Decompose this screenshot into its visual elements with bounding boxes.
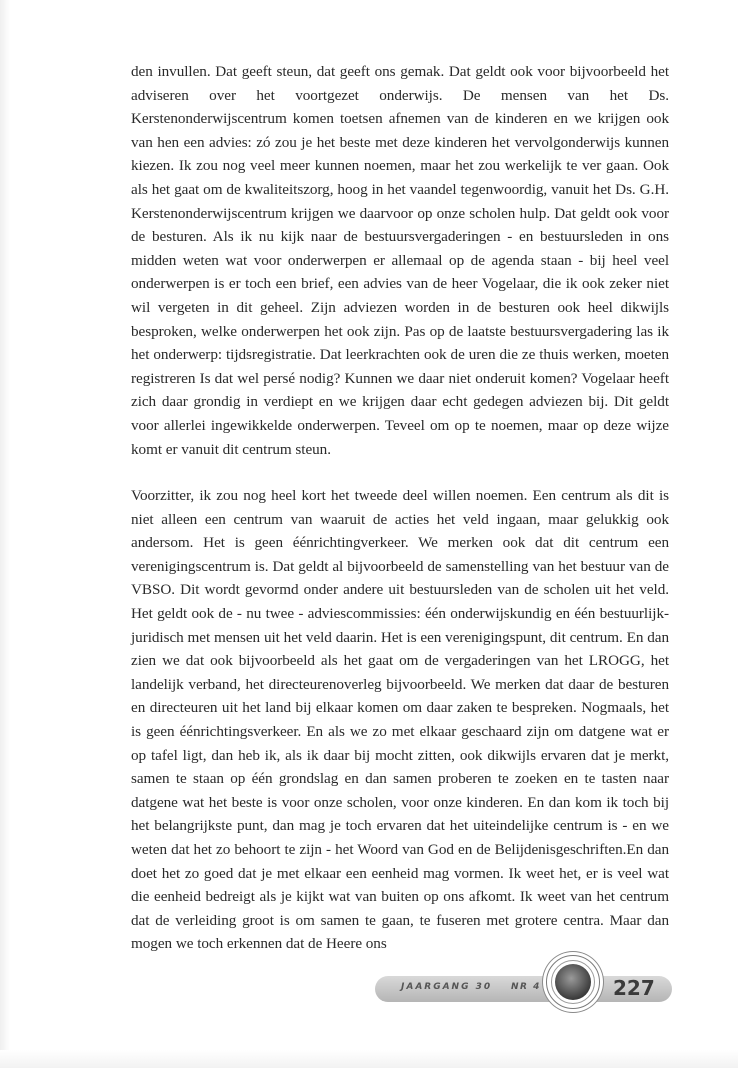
- page-number: 227: [613, 976, 655, 1000]
- paragraph: den invullen. Dat geeft steun, dat geeft ons gemak. Dat geldt ook voor bijvoorbeeld het adviseren over het voortgezet onderwijs. De mensen van het Ds. Kerstenonderwijscentrum komen toetsen afnemen van de kinderen en we krijgen ook van hen een advies: zó zou je het beste met deze kinderen het vervolgonderwijs kunnen kiezen. Ik zou nog veel meer kunnen noemen, maar het zou werkelijk te ver gaan. Ook als het gaat om de kwaliteitszorg, hoog in het vaandel tegenwoordig, vanuit het Ds. G.H. Kerstenonderwijscentrum krijgen we daarvoor op onze scholen hulp. Dat geldt ook voor de besturen. Als ik nu kijk naar de bestuursvergaderingen - en bestuursleden in ons midden weten wat voor onderwerpen er allemaal op de agenda staan - bij heel veel onderwerpen is er toch een brief, een advies van de heer Vogelaar, die ik ook zeker niet wil vergeten in dit geheel. Zijn adviezen worden in de besturen ook heel dikwijls besproken, welke onderwerpen het ook zijn. Pas op de laatste bestuursvergadering las ik het onderwerp: tijdsregistratie. Dat leerkrachten ook de uren die ze thuis werken, moeten registreren Is dat wel persé nodig? Kunnen we daar niet onderuit komen? Vogelaar heeft zich daar grondig in verdiept en we krijgen daar echt gedegen adviezen bij. Dit geldt voor allerlei ingewikkelde onderwerpen. Teveel om op te noemen, maar op deze wijze komt er vanuit dit centrum steun.: [131, 63, 669, 458]
- journal-volume: JAARGANG 30: [401, 982, 493, 992]
- issue-number: NR 4: [511, 982, 541, 992]
- emblem-seal: [555, 964, 591, 1000]
- emblem-icon: [546, 955, 600, 1009]
- page-shadow-left: [0, 0, 10, 1068]
- paragraph: Voorzitter, ik zou nog heel kort het tweede deel willen noemen. Een centrum als dit is niet alleen een centrum van waaruit de acties het veld ingaan, maar gelukkig ook andersom. Het is geen éénrichtingverkeer. We merken ook dat dit centrum een verenigingscentrum is. Dat geldt al bijvoorbeeld de samenstelling van het bestuur van de VBSO. Dit wordt gevormd onder andere uit bestuursleden van de scholen uit het veld. Het geldt ook de - nu twee - adviescommissies: één onderwijskundig en één bestuurlijk-juridisch met mensen uit het veld daarin. Het is een verenigingspunt, dit centrum. En dan zien we dat ook bijvoorbeeld als het gaat om de vergaderingen van het LROGG, het landelijk verband, het directeurenoverleg bijvoorbeeld. We merken dat daar de besturen en directeuren uit het land bij elkaar komen om daar zaken te bespreken. Nogmaals, het is geen éénrichtingsverkeer. En als we zo met elkaar geschaard zijn om datgene wat er op tafel ligt, dan heb ik, als ik daar bij mocht zitten, ook dikwijls ervaren dat je merkt, samen te staan op één grondslag en dan samen proberen te zoeken en te tasten naar datgene wat het beste is voor onze scholen, voor onze kinderen. En dan kom ik toch bij het belangrijkste punt, dan mag je toch ervaren dat het uiteindelijke centrum is - en we weten dat het zo behoort te zijn - het Woord van God en de Belijdenisgeschriften.En dan doet het zo goed dat je met elkaar een eenheid mag vormen. Ik weet het, er is veel wat die eenheid bedreigt als je kijkt wat van buiten op ons afkomt. Ik weet van het centrum dat de verleiding groot is om samen te gaan, te fuseren met grotere centra. Maar dan mogen we toch erkennen dat de Heere ons: [131, 487, 669, 953]
- page-shadow-bottom: [0, 1050, 738, 1068]
- article-body: [131, 60, 669, 956]
- page-footer: [375, 974, 672, 1004]
